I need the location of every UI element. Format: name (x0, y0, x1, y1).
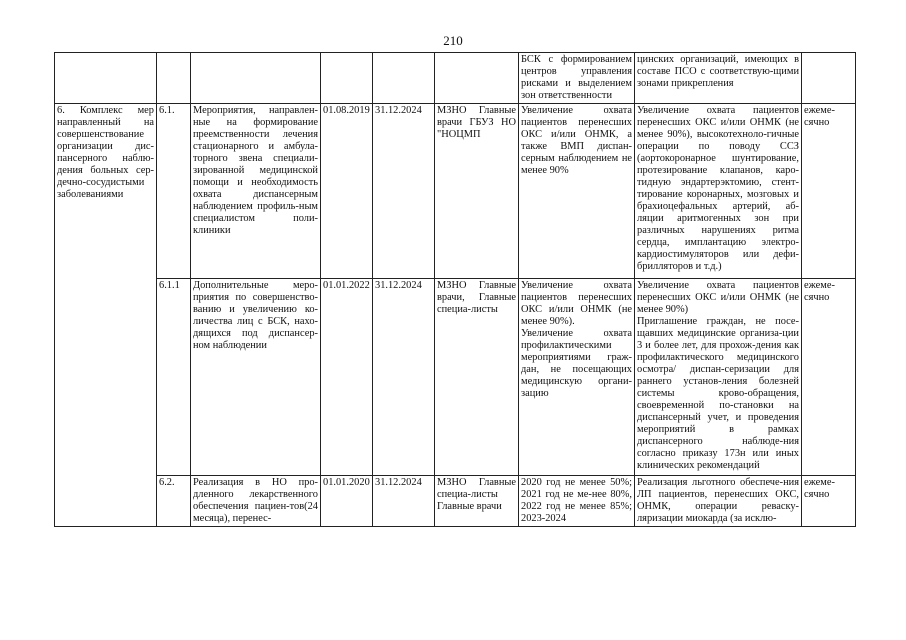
table-row-6-2 (55, 476, 856, 527)
continuation-result-cell: цинских организаций, имеющих в составе ПСО с соответствую-щими зонами прикрепления (635, 53, 802, 104)
result-cell: Увеличение охвата пациентов перенесших ОКС и/или ОНМК (не менее 90%), высокотехноло-гичные операции по поводу ССЗ (аортокоронарное шунтирование, протезирование клапанов, каро-тидную эндартерэктомию, стент-тирование коронарных, мозговых и брахиоцефальных артерий, аб-ляции аритмогенных зон при различных нарушениях ритма сердца, имплантацию электро-кардиостимуляторов или дефи-брилляторов и т.д.) (635, 104, 802, 279)
end-date: 31.12.2024 (373, 476, 435, 527)
start-date: 01.01.2022 (321, 279, 373, 476)
cell-empty (435, 53, 519, 104)
indicator-paragraph: Увеличение охвата пациентов перенесших ОКС и/или ОНМК (не менее 90%). (521, 280, 632, 327)
end-date: 31.12.2024 (373, 279, 435, 476)
cell-empty (55, 53, 157, 104)
row-number: 6.2. (157, 476, 191, 527)
result-cell (635, 279, 802, 476)
cell-empty (373, 53, 435, 104)
activity-cell: Реализация в НО про-дленного лекарственного обеспечения пациен-тов(24 месяца), перенес- (191, 476, 321, 527)
period-cell: ежеме-сячно (802, 476, 856, 527)
continuation-indicator-cell: БСК с формированием центров управления рисками и выделением зон ответственности (519, 53, 635, 104)
responsible-cell: МЗНО Главные врачи, Главные специа-листы (435, 279, 519, 476)
period-cell: ежеме-сячно (802, 279, 856, 476)
result-cell: Реализация льготного обеспече-ния ЛП пациентов, перенесших ОКС, ОНМК, операции реваску-ляризации миокарда (за исклю- (635, 476, 802, 527)
start-date: 01.01.2020 (321, 476, 373, 527)
activity-cell: Мероприятия, направлен-ные на формирование преемственности лечения стационарного и амбула-торного звена специали-зированной медицинской помощи и необходимость охвата диспансерным наблюдением профиль-ным специалистом поли-клиники (191, 104, 321, 279)
activity-cell: Дополнительные меро-приятия по совершенство-ванию и увеличению ко-личества лиц с БСК, нахо-дящихся под диспансер-ном наблюдении (191, 279, 321, 476)
cell-empty (191, 53, 321, 104)
start-date: 01.08.2019 (321, 104, 373, 279)
result-paragraph: Увеличение охвата пациентов перенесших ОКС и/или ОНМК (не менее 90%) (637, 280, 799, 315)
cell-empty (321, 53, 373, 104)
indicator-cell: 2020 год не менее 50%; 2021 год не ме-нее 80%, 2022 год не менее 85%; 2023-2024 (519, 476, 635, 527)
period-cell: ежеме-сячно (802, 104, 856, 279)
table-row-6-1 (55, 104, 856, 279)
section-title-cell: 6. Комплекс мер направленный на совершенствование организации дис-пансерного наблю-дения больных сер-дечно-сосудистыми заболеваниями (55, 104, 157, 527)
row-number: 6.1. (157, 104, 191, 279)
plan-table (54, 52, 856, 527)
continuation-row (55, 53, 856, 104)
table-row-6-1-1 (55, 279, 856, 476)
indicator-cell: Увеличение охвата пациентов перенесших ОКС и/или ОНМК, а также ВМП диспан-серным наблюдением не менее 90% (519, 104, 635, 279)
cell-empty (157, 53, 191, 104)
result-paragraph: Приглашение граждан, не посе-щавших медицинские организа-ции 3 и более лет, для прохож-дения как профилактического медицинского осмотра/ диспан-серизации для раннего установ-ления болезней системы крово-обращения, своевременной по-становки на диспансерный учет, и проведения мероприятий в рамках диспансерного наблюде-ния согласно приказу 173н или иных клинических рекомендаций (637, 316, 799, 471)
responsible-cell: МЗНО Главные специа-листы Главные врачи (435, 476, 519, 527)
page-number: 210 (443, 33, 463, 48)
indicator-paragraph: Увеличение охвата профилактическими мероприятиями граж-дан, не посещающих медицинскую органи-зацию (521, 328, 632, 399)
responsible-cell: МЗНО Главные врачи ГБУЗ НО "НОЦМП (435, 104, 519, 279)
indicator-cell (519, 279, 635, 476)
end-date: 31.12.2024 (373, 104, 435, 279)
cell-empty (802, 53, 856, 104)
row-number: 6.1.1 (157, 279, 191, 476)
